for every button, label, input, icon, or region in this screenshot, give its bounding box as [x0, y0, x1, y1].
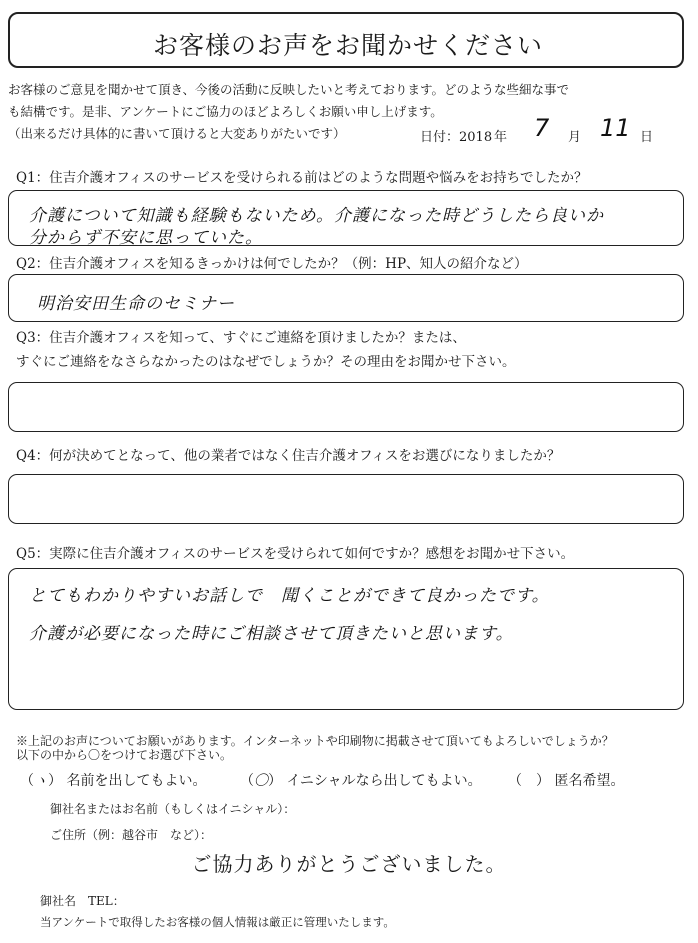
date-label: 日付：2018 [420, 130, 493, 145]
office-tel-label: 御社名 TEL： [40, 894, 125, 908]
answer-5-line-1: とてもわかりやすいお話しで 聞くことができて良かったです。 [29, 586, 550, 606]
answer-box-4[interactable] [8, 474, 684, 524]
answer-2: 明治安田生命のセミナー [37, 294, 235, 314]
option-initials-label: イニシャルなら出してもよい。 [286, 773, 482, 789]
intro-line-1: お客様のご意見を聞かせて頂き、今後の活動に反映したいと考えております。どのような些細な事で [8, 82, 570, 97]
title-box [8, 12, 684, 68]
answer-box-5[interactable] [8, 568, 684, 710]
option-initials-mark: 〇 [254, 773, 268, 789]
question-2: Q2：住吉介護オフィスを知るきっかけは何でしたか？（例：HP、知人の紹介など） [16, 256, 528, 272]
question-1: Q1：住吉介護オフィスのサービスを受けられる前はどのような問題や悩みをお持ちでしたか？ [16, 170, 588, 186]
answer-5-line-2: 介護が必要になった時にご相談させて頂きたいと思います。 [29, 624, 514, 644]
permission-line-2: 以下の中から〇をつけてお選び下さい。 [16, 748, 233, 762]
option-name-mark: ヽ [34, 773, 48, 789]
question-3-line-1: Q3：住吉介護オフィスを知って、すぐにご連絡を頂けましたか？または、 [16, 330, 466, 346]
answer-box-3[interactable] [8, 382, 684, 432]
date-month-value[interactable]: 7 [534, 114, 550, 142]
address-field-label: ご住所（例：越谷市 など）： [50, 828, 213, 842]
answer-box-2[interactable] [8, 274, 684, 322]
date-month-unit: 月 [568, 130, 582, 145]
date-year-unit: 年 [494, 130, 508, 145]
question-4: Q4：何が決めてとなって、他の業者ではなく住吉介護オフィスをお選びになりましたか？ [16, 448, 561, 464]
option-name-label: 名前を出してもよい。 [66, 773, 207, 789]
option-anonymous[interactable]: （ ） 匿名希望。 [508, 773, 625, 789]
intro-line-2: も結構です。是非、アンケートにご協力のほどよろしくお願い申し上げます。 [8, 104, 443, 119]
answer-1-line-2: 分からず不安に思っていた。 [29, 228, 263, 248]
thanks-message: ご協力ありがとうございました。 [191, 852, 507, 876]
question-5: Q5：実際に住吉介護オフィスのサービスを受けられて如何ですか？感想をお聞かせ下さい。 [16, 546, 575, 562]
privacy-footer: 当アンケートで取得したお客様の個人情報は厳正に管理いたします。 [40, 915, 395, 929]
date-day-unit: 日 [640, 130, 654, 145]
company-name-field-label: 御社名またはお名前（もしくはイニシャル）： [50, 802, 296, 816]
answer-box-1[interactable] [8, 190, 684, 246]
redacted-address [225, 820, 475, 842]
date-day-value[interactable]: 11 [600, 114, 631, 142]
answer-1-line-1: 介護について知識も経験もないため。介護になった時どうしたら良いか [29, 206, 604, 226]
option-name[interactable]: （ヽ） 名前を出してもよい。 [20, 773, 207, 789]
permission-line-1: ※上記のお声についてお願いがあります。インターネットや印刷物に掲載させて頂いてもよろしいでしょうか？ [16, 734, 614, 748]
option-initials[interactable]: （〇） イニシャルなら出してもよい。 [240, 773, 482, 789]
question-3-line-2: すぐにご連絡をなさらなかったのはなぜでしょうか？その理由をお聞かせ下さい。 [16, 354, 516, 370]
intro-line-3: （出来るだけ具体的に書いて頂けると大変ありがたいです） [8, 126, 346, 141]
option-anonymous-label: 匿名希望。 [554, 773, 625, 789]
page-title: お客様のお声をお聞かせください [152, 31, 543, 60]
